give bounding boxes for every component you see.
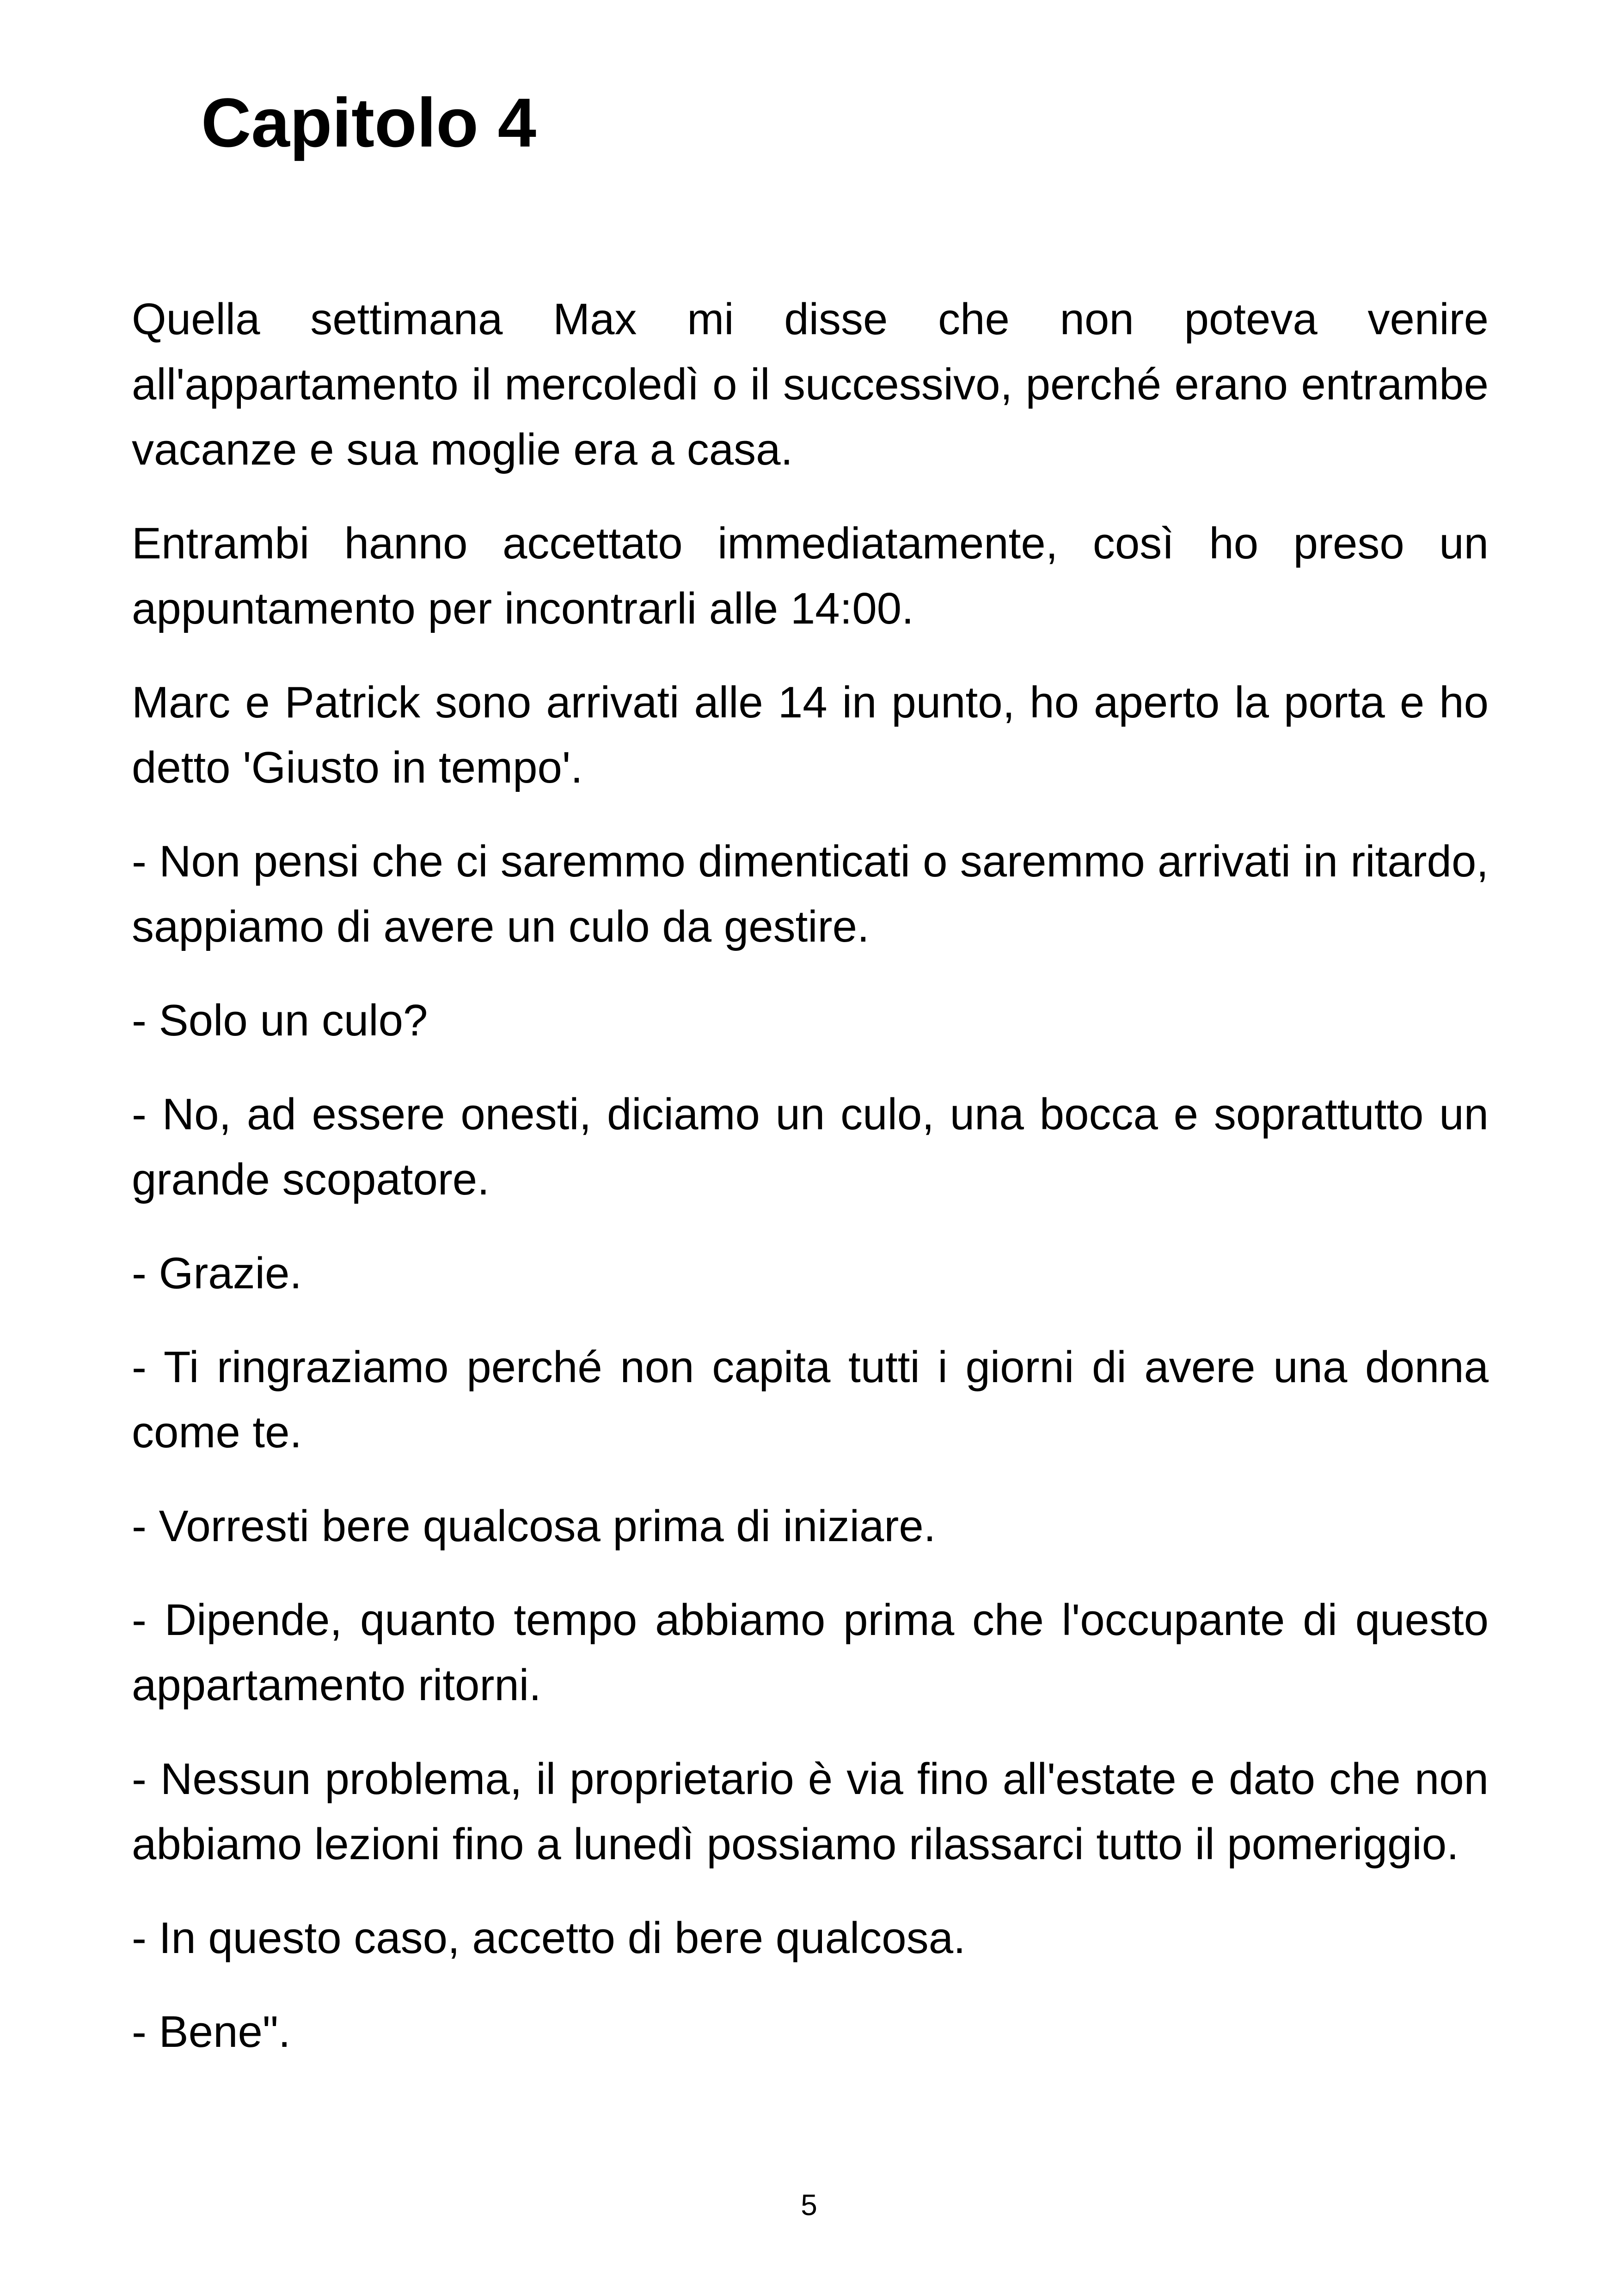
dialogue-line: - Vorresti bere qualcosa prima di iniziare.: [132, 1501, 936, 1551]
paragraph: Entrambi hanno accettato immediatamente, così ho preso un appuntamento per incontrarli alle 14:00.: [132, 519, 1489, 633]
chapter-title: Capitolo 4: [201, 84, 537, 161]
page-number: 5: [801, 2188, 817, 2222]
dialogue-line: - Grazie.: [132, 1249, 302, 1298]
paragraph: Marc e Patrick sono arrivati alle 14 in punto, ho aperto la porta e ho detto 'Giusto in tempo'.: [132, 678, 1489, 792]
dialogue-line: - In questo caso, accetto di bere qualcosa.: [132, 1913, 966, 1963]
dialogue-line: - Non pensi che ci saremmo dimenticati o saremmo arrivati in ritardo, sappiamo di avere un culo da gestire.: [132, 837, 1489, 951]
dialogue-line: - Bene".: [132, 2007, 291, 2057]
dialogue-line: - No, ad essere onesti, diciamo un culo, una bocca e soprattutto un grande scopatore.: [132, 1090, 1489, 1204]
paragraph: Quella settimana Max mi disse che non poteva venire all'appartamento il mercoledì o il successivo, perché erano entrambe vacanze e sua moglie era a casa.: [132, 294, 1489, 474]
dialogue-line: - Ti ringraziamo perché non capita tutti i giorni di avere una donna come te.: [132, 1342, 1489, 1457]
dialogue-line: - Dipende, quanto tempo abbiamo prima che l'occupante di questo appartamento ritorni.: [132, 1595, 1489, 1710]
dialogue-line: - Nessun problema, il proprietario è via fino all'estate e dato che non abbiamo lezioni fino a lunedì possiamo rilassarci tutto il pomeriggio.: [132, 1754, 1489, 1869]
body-text: [132, 287, 1489, 2093]
dialogue-line: - Solo un culo?: [132, 996, 428, 1045]
